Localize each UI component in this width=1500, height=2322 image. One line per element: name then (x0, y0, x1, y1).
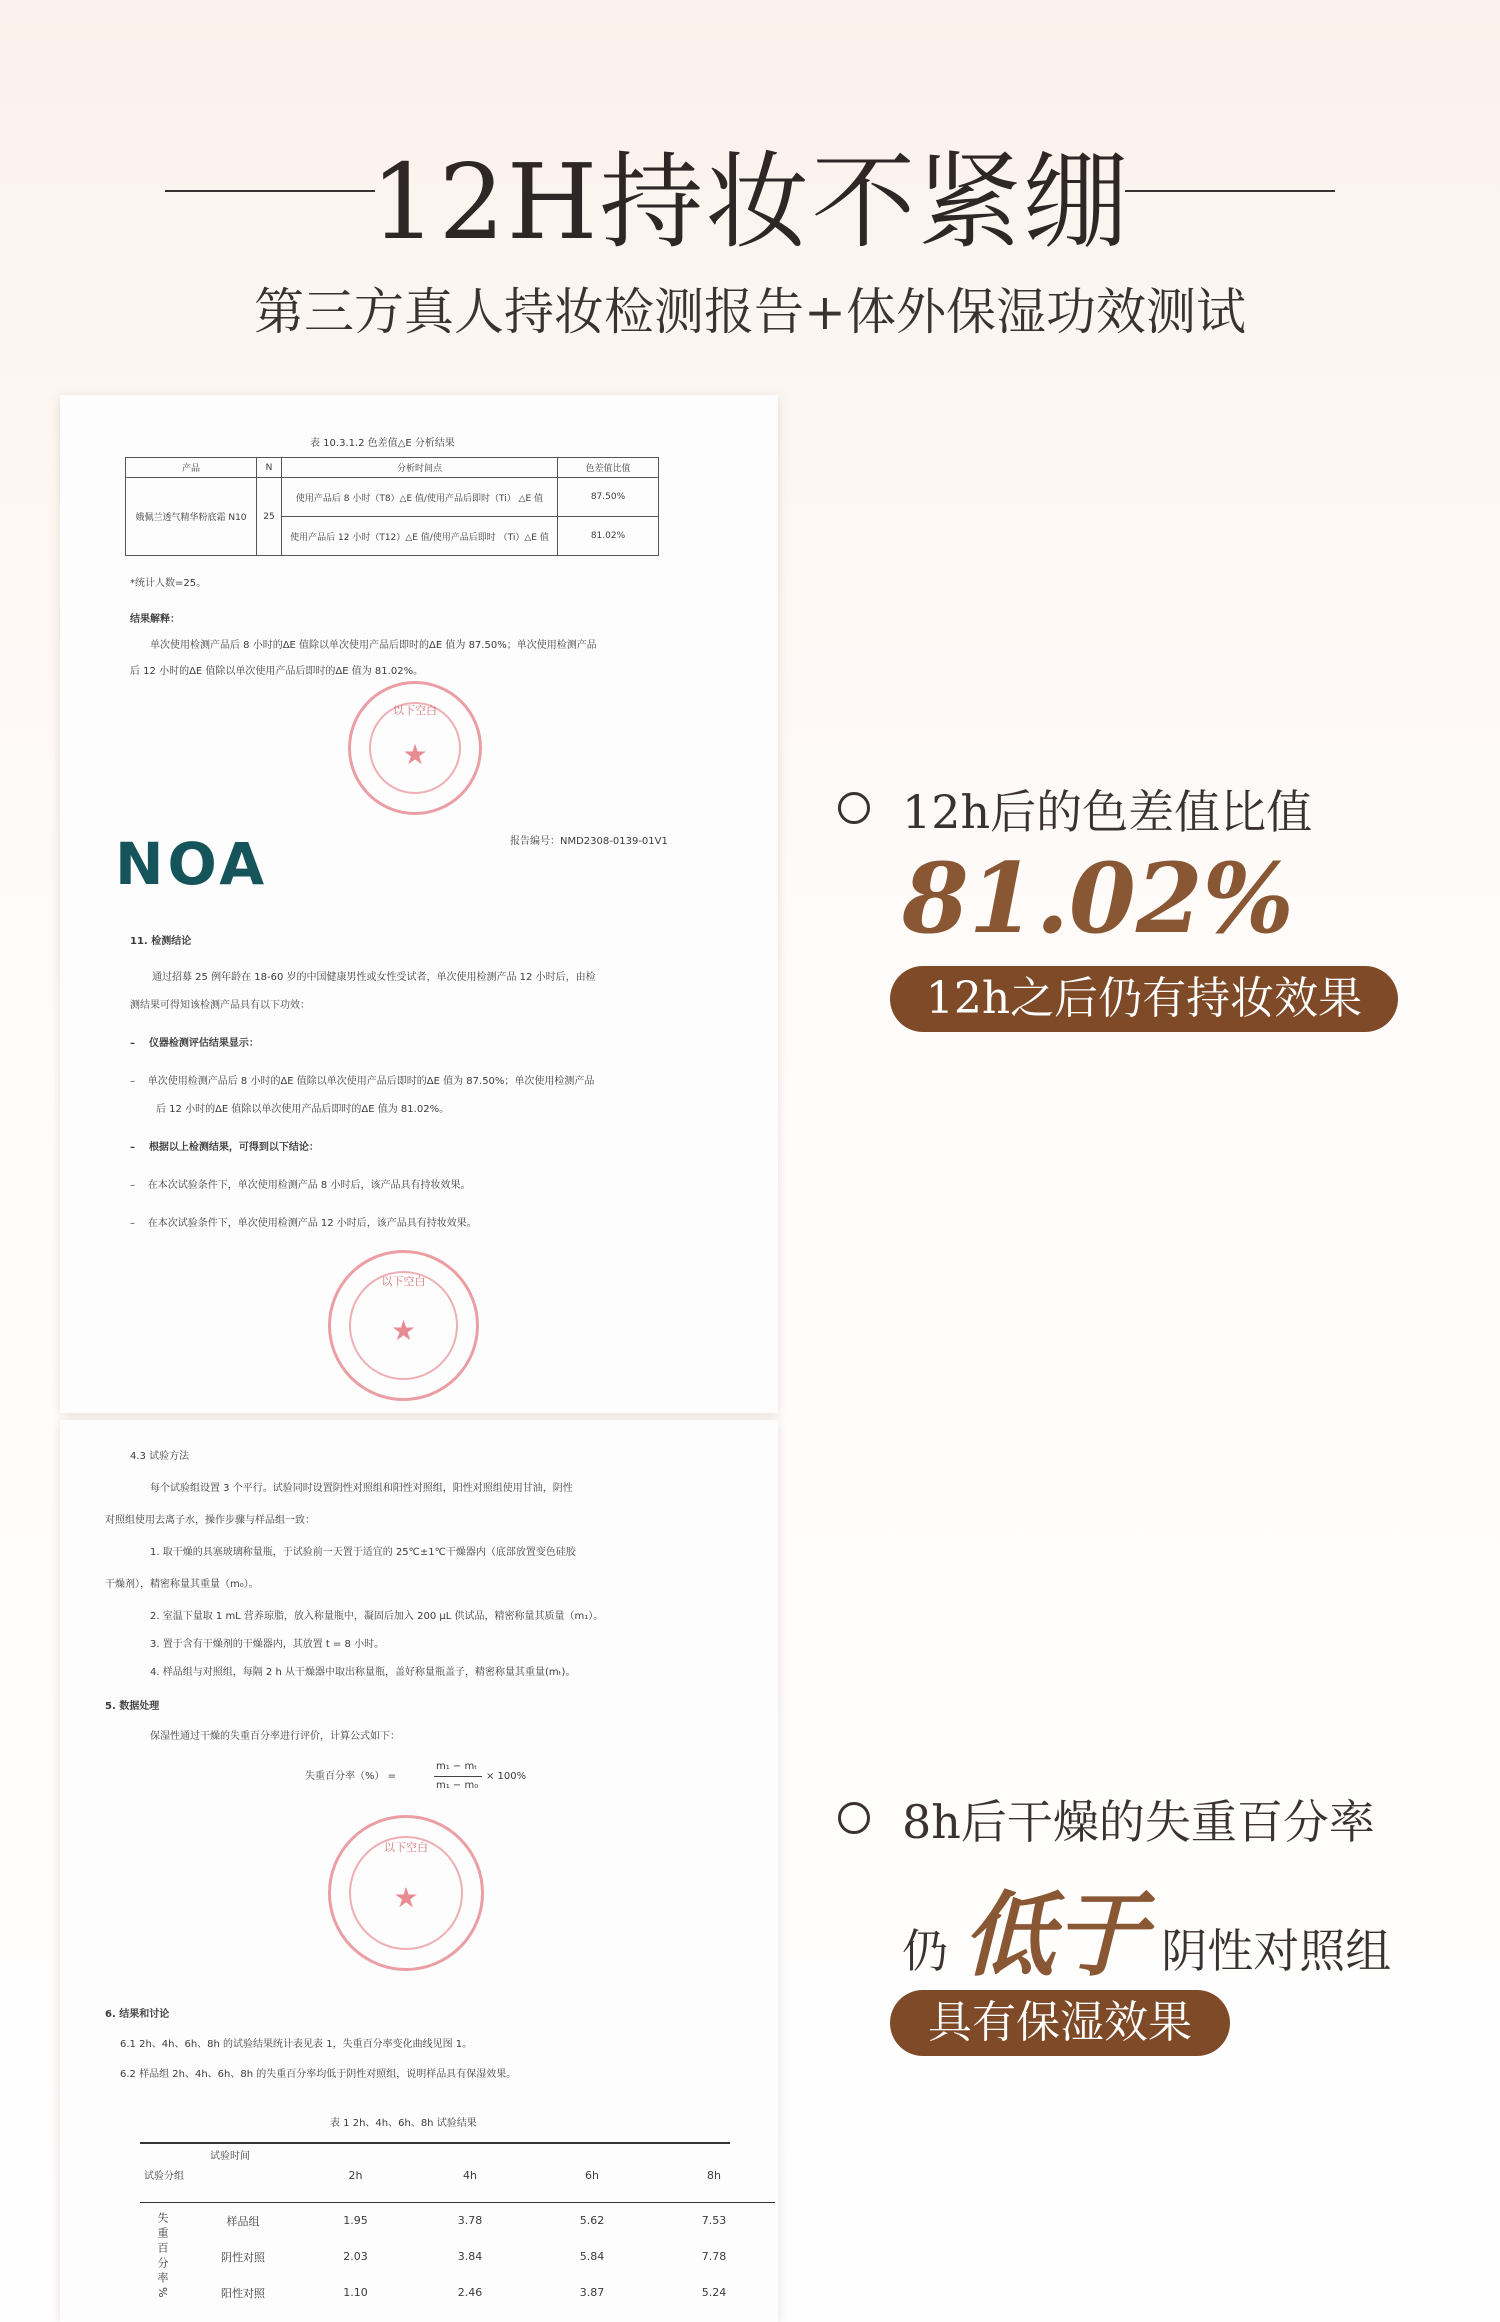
col-8h: 8h (653, 2148, 775, 2203)
feature1-label: 12h后的色差值比值 (902, 785, 1313, 839)
formula-fraction-bar (434, 1776, 482, 1777)
cell: 3.84 (457, 2250, 483, 2264)
feature2-badge: 具有保湿效果 (890, 1990, 1230, 2056)
report-page-makeup (60, 395, 778, 1413)
bullet-4: – 在本次试验条件下，单次使用检测产品 8 小时后，该产品具有持妆效果。 (130, 1180, 471, 1191)
noa-logo: NOA (115, 830, 269, 898)
step-2: 2. 室温下量取 1 mL 营养琼脂，放入称量瓶中，凝固后加入 200 μL 供试品，精密称量其质量（m₁）。 (150, 1611, 604, 1622)
th-time: 分析时间点 (282, 458, 558, 478)
cell: 7.78 (701, 2250, 727, 2264)
page-subtitle: 第三方真人持妆检测报告+体外保湿功效测试 (254, 283, 1246, 341)
seal-stamp-3: 以下空白 ★ (328, 1815, 484, 1971)
step-4: 4. 样品组与对照组，每隔 2 h 从干燥器中取出称量瓶，盖好称量瓶盖子，精密称量其重量(mₜ)。 (150, 1667, 576, 1678)
result-6-2: 6.2 样品组 2h、4h、6h、8h 的失重百分率均低于阴性对照组，说明样品具有保湿效果。 (120, 2069, 517, 2080)
table-row (140, 2239, 775, 2275)
feature2-prefix: 仍 (902, 1924, 948, 1978)
data-process-text: 保湿性通过干燥的失重百分率进行评价，计算公式如下： (150, 1731, 400, 1742)
table1-title: 表 1 2h、4h、6h、8h 试验结果 (330, 2118, 477, 2129)
table-row (140, 2203, 775, 2239)
side-label: 失重百分率% (156, 2212, 169, 2302)
seal-stamp-2: 以下空白 ★ (328, 1250, 479, 1401)
bullet-circle-icon (838, 792, 870, 824)
color-diff-table (125, 457, 659, 556)
cell-time-12h: 使用产品后 12 小时（T12）△E 值/使用产品后即时 （Ti）△E 值 (282, 517, 558, 556)
bullet-3: – 根据以上检测结果，可得到以下结论： (130, 1142, 319, 1153)
report-note: *统计人数=25。 (130, 578, 207, 589)
step-1-cont: 干燥剂），精密称量其重量（m₀）。 (105, 1579, 259, 1590)
bullet-2-cont: 后 12 小时的ΔE 值除以单次使用产品后即时的ΔE 值为 81.02%。 (156, 1104, 450, 1115)
cell-ratio-8h: 87.50% (558, 478, 659, 517)
feature1-value: 81.02% (902, 842, 1294, 955)
section-5: 5. 数据处理 (105, 1701, 160, 1712)
bullet-5: – 在本次试验条件下，单次使用检测产品 12 小时后，该产品具有持妆效果。 (130, 1218, 477, 1229)
cell: 2.46 (457, 2286, 483, 2300)
step-1: 1. 取干燥的具塞玻璃称量瓶，于试验前一天置于适宜的 25℃±1℃干燥器内（底部放置变色硅胶 (150, 1547, 576, 1558)
cell-product: 娥佩兰透气精华粉底霜 N10 (126, 478, 257, 556)
th-product: 产品 (126, 458, 257, 478)
corner-top: 试验时间 (210, 2151, 250, 2162)
bullet-2: – 单次使用检测产品后 8 小时的ΔE 值除以单次使用产品后即时的ΔE 值为 87.50%；单次使用检测产品 (130, 1076, 595, 1087)
cell: 1.95 (343, 2214, 368, 2228)
step-3: 3. 置于含有干燥剂的干燥器内，其放置 t = 8 小时。 (150, 1639, 385, 1650)
th-ratio: 色差值比值 (558, 458, 659, 478)
cell-time-8h: 使用产品后 8 小时（T8）△E 值/使用产品后即时（Ti） △E 值 (282, 478, 558, 517)
explain-title: 结果解释： (130, 614, 180, 625)
weight-loss-table (140, 2148, 775, 2310)
feature2-emphasis: 低于 (962, 1881, 1147, 1989)
col-2h: 2h (302, 2148, 409, 2203)
explain-line-1: 单次使用检测产品后 8 小时的ΔE 值除以单次使用产品后即时的ΔE 值为 87.50%；单次使用检测产品 (150, 640, 597, 651)
cell: 7.53 (701, 2214, 727, 2228)
report-table-title: 表 10.3.1.2 色差值△E 分析结果 (310, 438, 455, 449)
cell: 5.84 (579, 2250, 605, 2264)
cell-n: 25 (257, 478, 282, 556)
cell: 1.10 (343, 2286, 368, 2300)
section-6: 6. 结果和讨论 (105, 2009, 170, 2020)
corner-bottom: 试验分组 (144, 2171, 184, 2182)
cell: 5.24 (701, 2286, 727, 2300)
cell-ratio-12h: 81.02% (558, 517, 659, 556)
section-4-3: 4.3 试验方法 (130, 1451, 190, 1462)
formula-denominator: m₁ − m₀ (436, 1780, 479, 1791)
col-4h: 4h (409, 2148, 531, 2203)
table-row (140, 2275, 775, 2311)
cell: 3.87 (579, 2286, 605, 2300)
col-6h: 6h (531, 2148, 653, 2203)
method-line-1: 每个试验组设置 3 个平行。试验同时设置阴性对照组和阳性对照组，阳性对照组使用甘油，阴性 (150, 1483, 573, 1494)
row-name: 样品组 (226, 2214, 260, 2228)
formula-label: 失重百分率（%） = (305, 1771, 397, 1782)
feature1-badge: 12h之后仍有持妆效果 (890, 966, 1398, 1032)
conclusion-line-1: 通过招募 25 例年龄在 18-60 岁的中国健康男性或女性受试者，单次使用检测产品 12 小时后，由检 (152, 972, 596, 983)
explain-line-2: 后 12 小时的ΔE 值除以单次使用产品后即时的ΔE 值为 81.02%。 (130, 666, 424, 677)
feature2-compare (902, 1862, 1391, 1994)
conclusion-title: 11. 检测结论 (130, 936, 192, 947)
table1-top-rule (140, 2142, 730, 2144)
bullet-circle-icon-2 (838, 1802, 870, 1834)
cell: 3.78 (457, 2214, 483, 2228)
report-page-moisture (60, 1420, 778, 2322)
row-name: 阴性对照 (221, 2250, 265, 2264)
seal-stamp: 以下空白 ★ (348, 681, 482, 815)
feature2-label: 8h后干燥的失重百分率 (902, 1795, 1375, 1849)
formula-numerator: m₁ − mₜ (436, 1761, 478, 1772)
th-n: N (257, 458, 282, 478)
result-6-1: 6.1 2h、4h、6h、8h 的试验结果统计表见表 1，失重百分率变化曲线见图 1。 (120, 2039, 473, 2050)
feature2-suffix: 阴性对照组 (1161, 1924, 1392, 1978)
report-number: 报告编号：NMD2308-0139-01V1 (510, 836, 668, 847)
bullet-1: – 仪器检测评估结果显示： (130, 1038, 259, 1049)
cell: 5.62 (579, 2214, 605, 2228)
method-line-2: 对照组使用去离子水，操作步骤与样品组一致： (105, 1515, 315, 1526)
conclusion-line-2: 测结果可得知该检测产品具有以下功效： (130, 1000, 310, 1011)
formula-tail: × 100% (486, 1771, 527, 1782)
row-name: 阳性对照 (221, 2286, 265, 2300)
page-title: 12H持妆不紧绷 (370, 141, 1130, 263)
cell: 2.03 (343, 2250, 368, 2264)
